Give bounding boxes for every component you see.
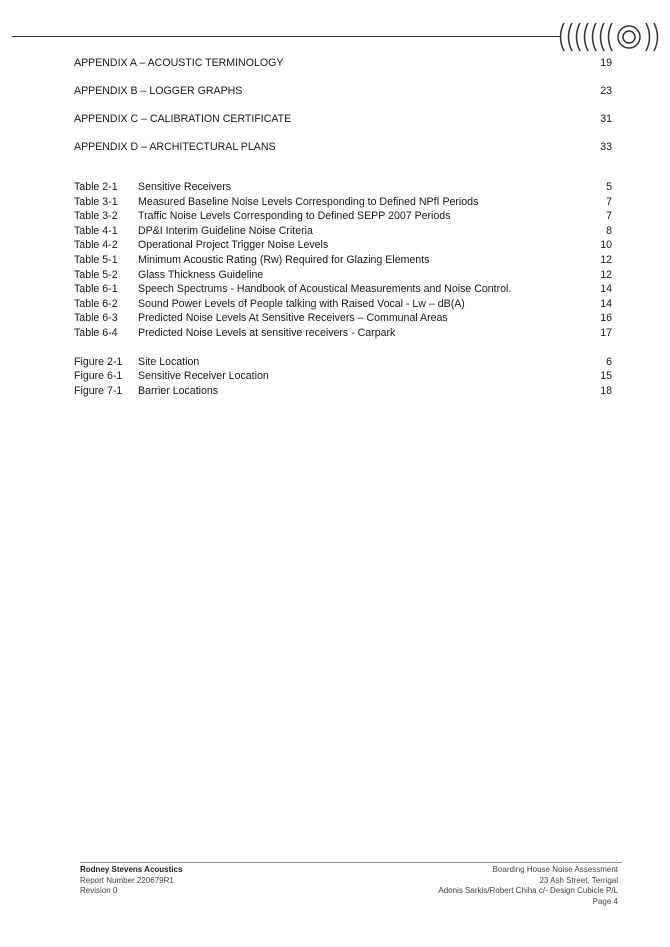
- entry-title: Predicted Noise Levels at sensitive receivers - Carpark: [138, 326, 396, 339]
- entry-title: Traffic Noise Levels Corresponding to Defined SEPP 2007 Periods: [138, 210, 451, 223]
- entry-ref: Table 3-2: [74, 210, 118, 223]
- document-title: Boarding House Noise Assessment: [492, 865, 618, 874]
- toc-figure-entry[interactable]: [74, 384, 612, 399]
- toc-title: APPENDIX B – LOGGER GRAPHS: [74, 85, 243, 97]
- company-name: Rodney Stevens Acoustics: [80, 865, 183, 874]
- toc-page-number: 18: [600, 384, 612, 397]
- toc-page-number: 6: [606, 355, 612, 368]
- toc-table-entry[interactable]: [74, 311, 612, 326]
- toc-page-number: 8: [606, 224, 612, 237]
- entry-ref: Figure 7-1: [74, 384, 123, 397]
- entry-title: Minimum Acoustic Rating (Rᴡ) Required for Glazing Elements: [138, 253, 430, 266]
- toc-page-number: 15: [600, 370, 612, 383]
- spacer: [74, 168, 612, 180]
- footer-right: [438, 865, 618, 907]
- footer-rule: [80, 862, 622, 863]
- entry-title: Measured Baseline Noise Levels Corresponding to Defined NPfI Periods: [138, 195, 479, 208]
- page-number: Page 4: [592, 896, 618, 906]
- toc-table-entry[interactable]: [74, 195, 612, 210]
- toc-page-number: 23: [600, 85, 612, 97]
- entry-title: Glass Thickness Guideline: [138, 268, 264, 281]
- entry-ref: Table 6-2: [74, 297, 118, 310]
- toc-page-number: 17: [600, 326, 612, 339]
- toc-page-number: 33: [600, 141, 612, 153]
- entry-ref: Table 6-3: [74, 312, 118, 325]
- toc-page-number: 7: [606, 195, 612, 208]
- toc-appendix-d[interactable]: [74, 140, 612, 168]
- toc-appendix-b[interactable]: [74, 84, 612, 112]
- toc-table-entry[interactable]: [74, 238, 612, 253]
- entry-ref: Figure 2-1: [74, 355, 123, 368]
- toc-page-number: 31: [600, 113, 612, 125]
- entry-title: Speech Spectrums - Handbook of Acoustical Measurements and Noise Control.: [138, 283, 512, 296]
- entry-ref: Table 5-1: [74, 253, 118, 266]
- appendix-list: [74, 56, 612, 168]
- toc-title: APPENDIX A – ACOUSTIC TERMINOLOGY: [74, 57, 284, 69]
- entry-ref: Figure 6-1: [74, 370, 123, 383]
- toc-appendix-c[interactable]: [74, 112, 612, 140]
- revision: Revision 0: [80, 886, 118, 896]
- footer-left: [80, 865, 182, 897]
- toc-table-entry[interactable]: [74, 326, 612, 341]
- toc-table-entry[interactable]: [74, 224, 612, 239]
- toc-page-number: 19: [600, 57, 612, 69]
- entry-title: DP&I Interim Guideline Noise Criteria: [138, 224, 313, 237]
- entry-title: Site Location: [138, 355, 200, 368]
- entry-title: Sensitive Receiver Location: [138, 370, 269, 383]
- entry-title: Sound Power Levels of People talking with Raised Vocal - Lw – dB(A): [138, 297, 465, 310]
- toc-table-entry[interactable]: [74, 268, 612, 283]
- toc-table-entry[interactable]: [74, 209, 612, 224]
- entry-ref: Table 4-1: [74, 224, 118, 237]
- site-address: 23 Ash Street, Terrigal: [539, 875, 618, 885]
- toc-table-entry[interactable]: [74, 180, 612, 195]
- toc-figure-entry[interactable]: [74, 369, 612, 384]
- entry-ref: Table 6-4: [74, 326, 118, 339]
- toc-page-number: 7: [606, 210, 612, 223]
- list-of-tables: [74, 180, 612, 341]
- report-number: Report Number 220679R1: [80, 875, 174, 885]
- entry-title: Predicted Noise Levels At Sensitive Receivers – Communal Areas: [138, 312, 448, 325]
- entry-title: Operational Project Trigger Noise Levels: [138, 239, 329, 252]
- toc-table-entry[interactable]: [74, 282, 612, 297]
- entry-ref: Table 5-2: [74, 268, 118, 281]
- entry-title: Barrier Locations: [138, 384, 219, 397]
- header-rule: [12, 36, 560, 37]
- toc-figure-entry[interactable]: [74, 355, 612, 370]
- toc-title: APPENDIX C – CALIBRATION CERTIFICATE: [74, 113, 292, 125]
- entry-title: Sensitive Receivers: [138, 181, 232, 193]
- toc-table-entry[interactable]: [74, 297, 612, 312]
- toc-title: APPENDIX D – ARCHITECTURAL PLANS: [74, 141, 276, 153]
- list-of-figures: [74, 355, 612, 399]
- entry-ref: Table 3-1: [74, 195, 118, 208]
- toc-page-number: 14: [600, 297, 612, 310]
- entry-ref: Table 4-2: [74, 239, 118, 252]
- client-name: Adonis Sarkis/Robert Chiha c/- Design Cubicle P/L: [438, 886, 618, 896]
- toc-page-number: 12: [600, 268, 612, 281]
- toc-page-number: 16: [600, 312, 612, 325]
- entry-ref: Table 2-1: [74, 181, 118, 193]
- spacer: [74, 341, 612, 355]
- toc-page-number: 14: [600, 283, 612, 296]
- toc-page-number: 12: [600, 253, 612, 266]
- toc-page-number: 5: [606, 181, 612, 193]
- toc-page-number: 10: [600, 239, 612, 252]
- entry-ref: Table 6-1: [74, 283, 118, 296]
- table-of-contents: [74, 56, 612, 398]
- toc-table-entry[interactable]: [74, 253, 612, 268]
- sound-waves-logo-icon: [556, 20, 664, 54]
- toc-appendix-a[interactable]: [74, 56, 612, 84]
